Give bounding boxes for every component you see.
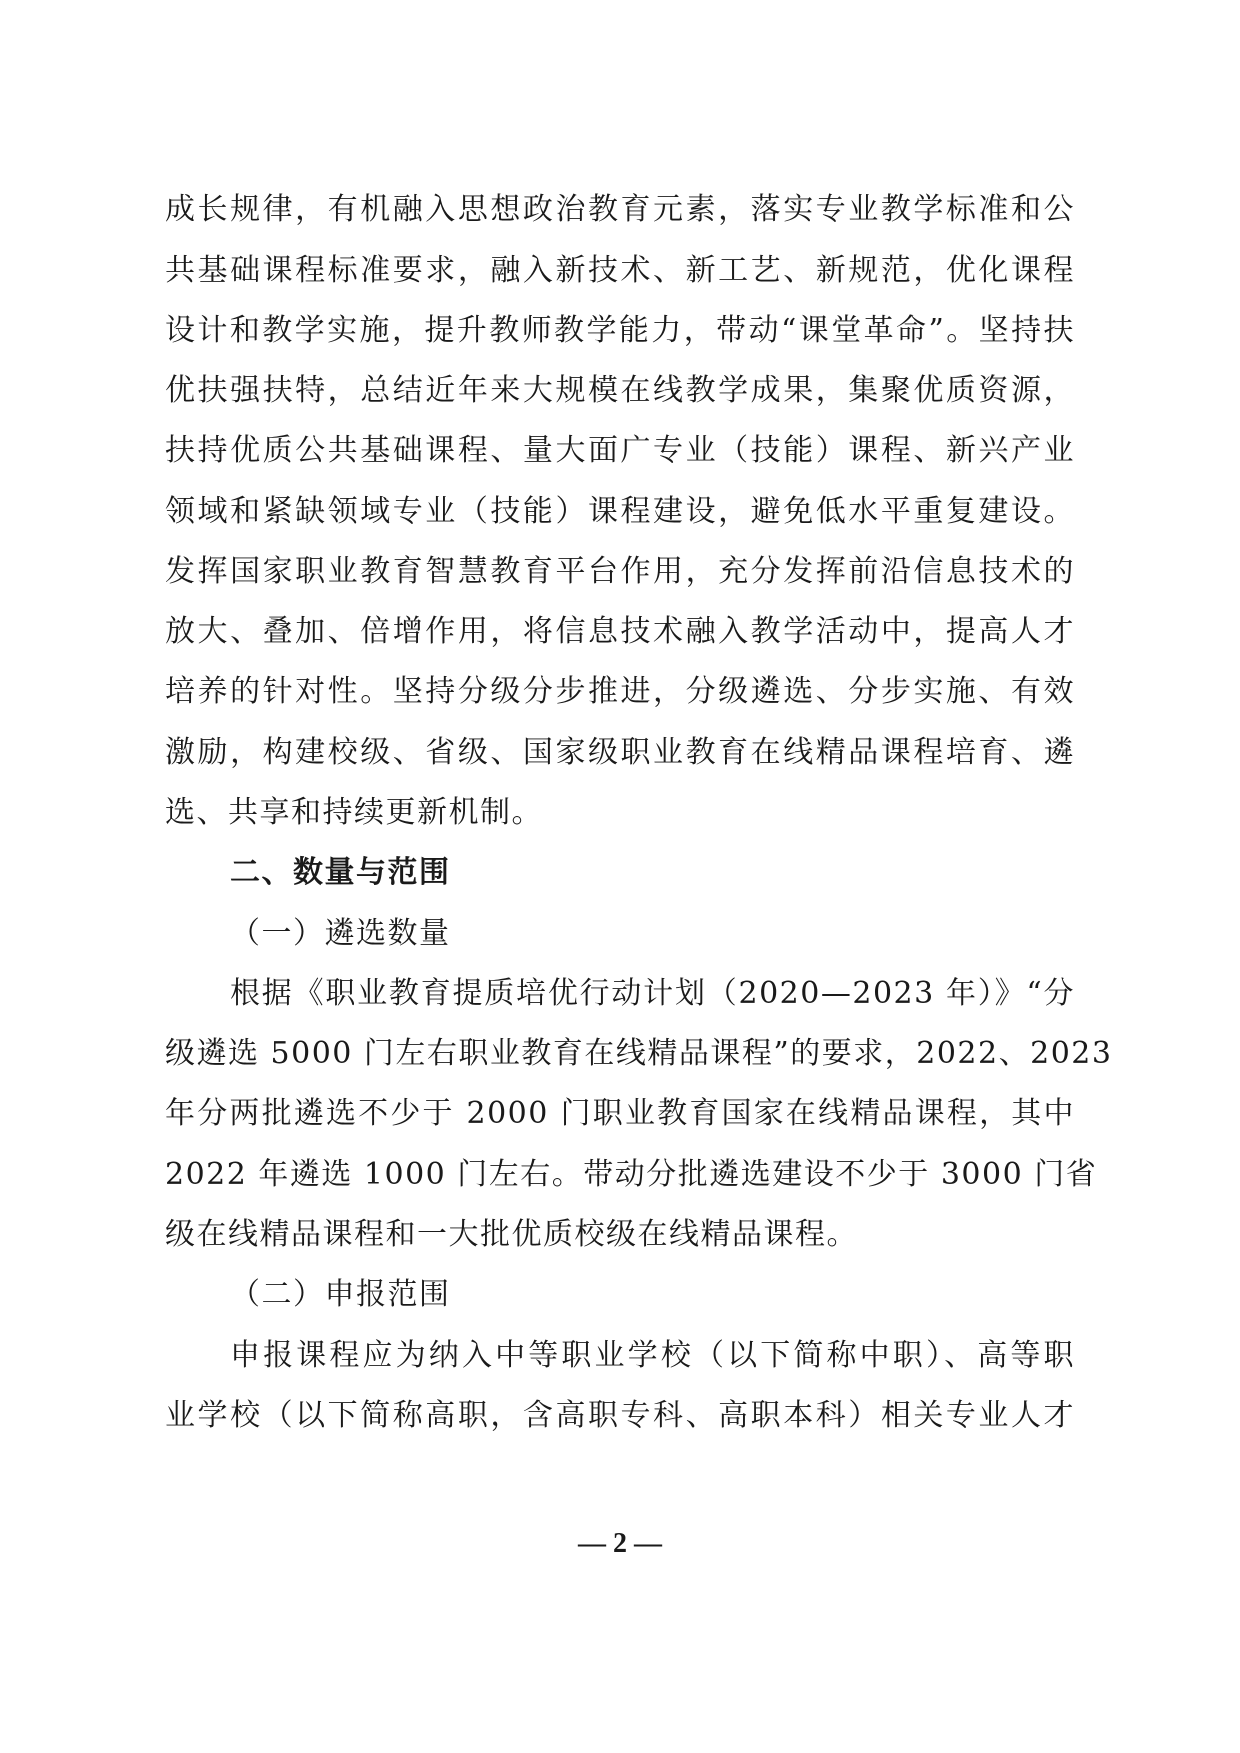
paragraph-line: 扶持优质公共基础课程、量大面广专业（技能）课程、新兴产业 bbox=[165, 433, 1075, 468]
paragraph-line: 年分两批遴选不少于 2000 门职业教育国家在线精品课程，其中 bbox=[165, 1096, 1075, 1131]
paragraph-line: 激励，构建校级、省级、国家级职业教育在线精品课程培育、遴 bbox=[165, 735, 1075, 770]
paragraph-line: 设计和教学实施，提升教师教学能力，带动“课堂革命”。坚持扶 bbox=[165, 313, 1075, 348]
subsection-heading: （二）申报范围 bbox=[230, 1277, 451, 1312]
paragraph-line: 共基础课程标准要求，融入新技术、新工艺、新规范，优化课程 bbox=[165, 253, 1075, 288]
paragraph-line: 成长规律，有机融入思想政治教育元素，落实专业教学标准和公 bbox=[165, 192, 1075, 227]
paragraph-line: 培养的针对性。坚持分级分步推进，分级遴选、分步实施、有效 bbox=[165, 674, 1075, 709]
subsection-heading: （一）遴选数量 bbox=[230, 916, 451, 951]
paragraph-line: 级在线精品课程和一大批优质校级在线精品课程。 bbox=[165, 1217, 858, 1252]
paragraph-line: 选、共享和持续更新机制。 bbox=[165, 795, 543, 830]
paragraph-line: 领域和紧缺领域专业（技能）课程建设，避免低水平重复建设。 bbox=[165, 494, 1075, 529]
paragraph-line: 根据《职业教育提质培优行动计划（2020—2023 年）》“分 bbox=[230, 976, 1075, 1011]
paragraph-line: 2022 年遴选 1000 门左右。带动分批遴选建设不少于 3000 门省 bbox=[165, 1157, 1098, 1192]
paragraph-line: 级遴选 5000 门左右职业教育在线精品课程”的要求，2022、2023 bbox=[165, 1036, 1113, 1071]
paragraph-line: 优扶强扶特，总结近年来大规模在线教学成果，集聚优质资源， bbox=[165, 373, 1075, 408]
paragraph-line: 发挥国家职业教育智慧教育平台作用，充分发挥前沿信息技术的 bbox=[165, 554, 1075, 589]
paragraph-line: 放大、叠加、倍增作用，将信息技术融入教学活动中，提高人才 bbox=[165, 614, 1075, 649]
paragraph-line: 申报课程应为纳入中等职业学校（以下简称中职）、高等职 bbox=[230, 1338, 1075, 1373]
section-heading: 二、数量与范围 bbox=[230, 855, 451, 890]
page-number: — 2 — bbox=[578, 1528, 662, 1559]
paragraph-line: 业学校（以下简称高职，含高职专科、高职本科）相关专业人才 bbox=[165, 1398, 1075, 1433]
